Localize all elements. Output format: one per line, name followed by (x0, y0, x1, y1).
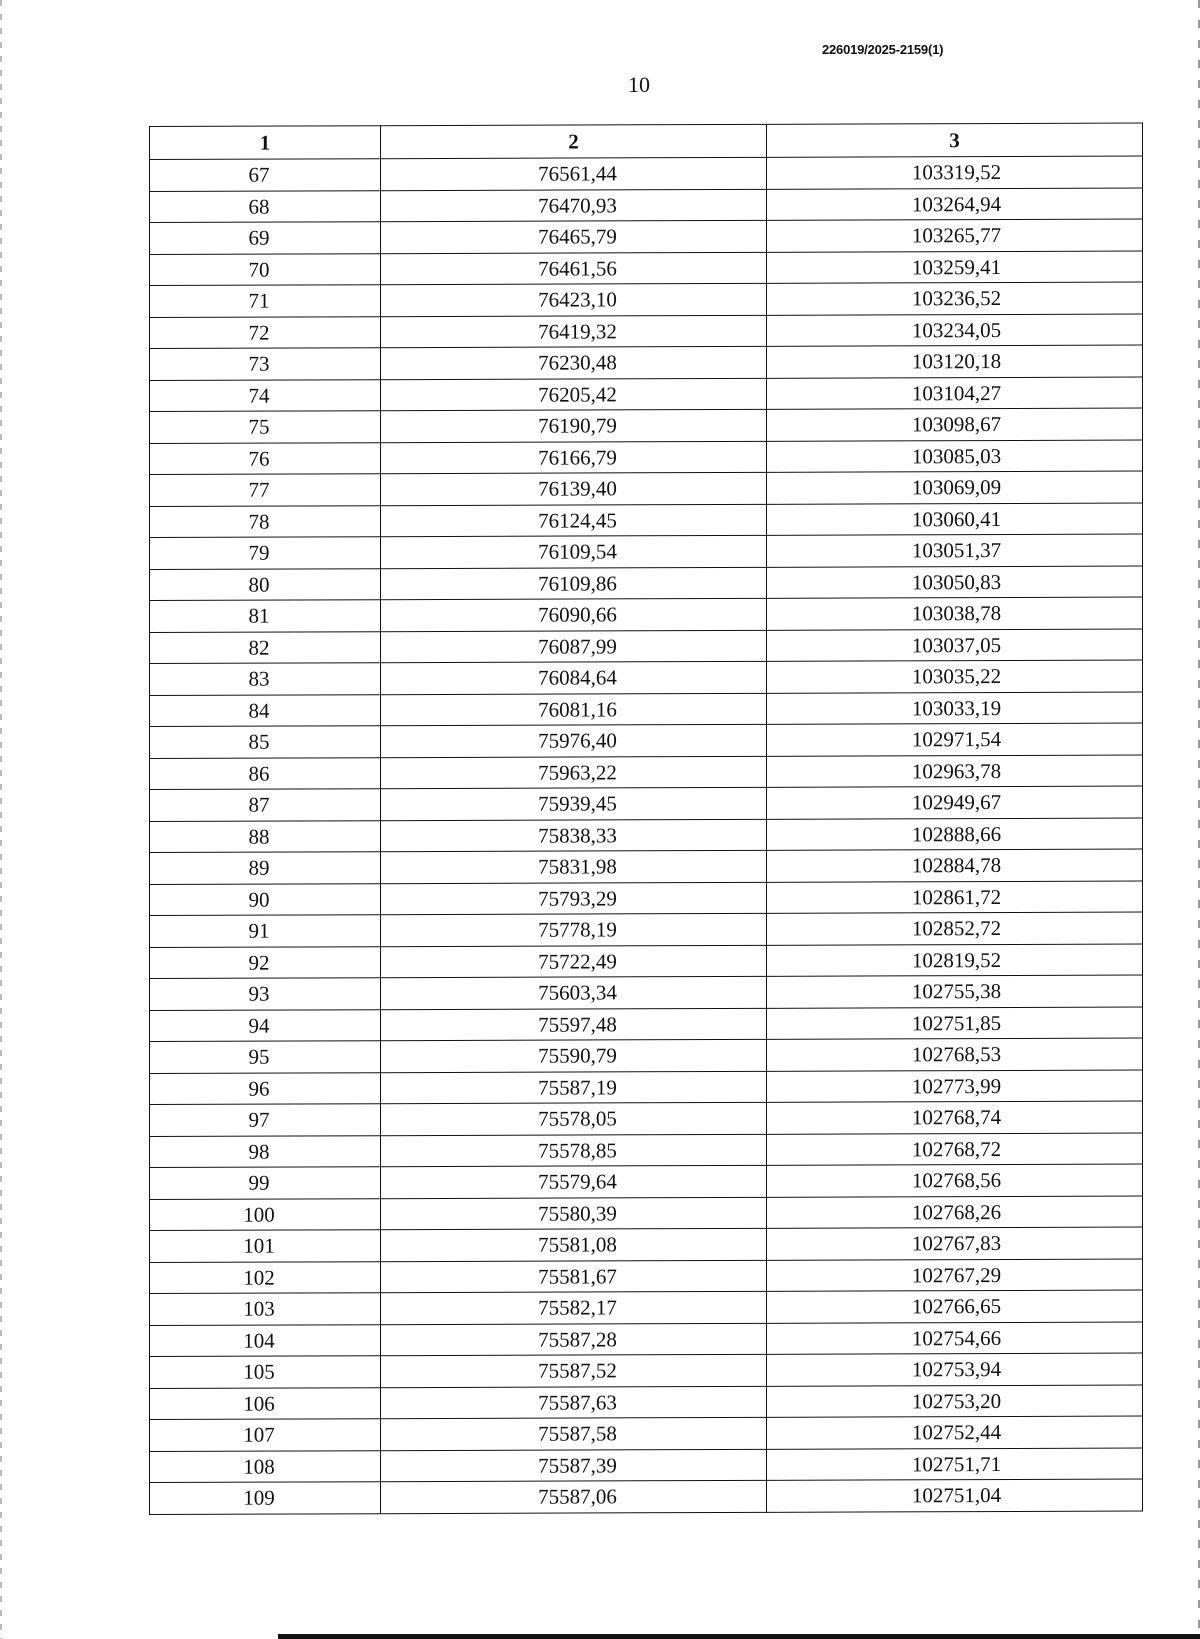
coordinate-x-cell: 76081,16 (381, 693, 767, 726)
coordinate-y-cell: 102888,66 (767, 818, 1143, 851)
coordinate-y-cell: 102852,72 (767, 912, 1143, 945)
point-number-cell: 95 (150, 1041, 381, 1073)
coordinate-y-cell: 103069,09 (767, 471, 1143, 504)
coordinate-x-cell: 76090,66 (381, 598, 767, 631)
coordinate-x-cell: 75722,49 (381, 945, 767, 978)
table-row (150, 849, 1143, 884)
point-number-cell: 100 (150, 1198, 381, 1230)
coordinate-y-cell: 102768,26 (767, 1196, 1143, 1229)
coordinate-y-cell: 102963,78 (767, 755, 1143, 788)
point-number-cell: 107 (150, 1419, 381, 1451)
coordinate-y-cell: 103033,19 (767, 692, 1143, 725)
coordinate-y-cell: 102751,85 (767, 1007, 1143, 1040)
coordinate-y-cell: 102751,04 (767, 1479, 1143, 1512)
page-number: 10 (628, 72, 650, 97)
point-number-cell: 104 (150, 1324, 381, 1356)
table-row (150, 1101, 1143, 1136)
coordinate-x-cell: 76465,79 (381, 220, 767, 253)
table-row (150, 1416, 1143, 1451)
point-number-cell: 101 (150, 1230, 381, 1262)
coordinates-table-container (149, 123, 1142, 1515)
table-row (150, 629, 1143, 664)
coordinate-y-cell: 102884,78 (767, 849, 1143, 882)
table-header-row (150, 123, 1143, 159)
coordinate-y-cell: 102767,29 (767, 1259, 1143, 1292)
table-body (150, 156, 1143, 1514)
table-row (150, 534, 1143, 569)
coordinate-x-cell: 75581,67 (381, 1260, 767, 1293)
coordinate-x-cell: 75587,06 (381, 1480, 767, 1513)
point-number-cell: 72 (150, 316, 381, 348)
point-number-cell: 106 (150, 1387, 381, 1419)
coordinate-x-cell: 76084,64 (381, 661, 767, 694)
table-row (150, 660, 1143, 695)
table-row (150, 440, 1143, 475)
coordinate-x-cell: 76461,56 (381, 252, 767, 285)
point-number-cell: 98 (150, 1135, 381, 1167)
table-row (150, 786, 1143, 821)
point-number-cell: 78 (150, 505, 381, 537)
point-number-cell: 89 (150, 852, 381, 884)
coordinate-x-cell: 75590,79 (381, 1039, 767, 1072)
coordinate-y-cell: 103264,94 (767, 188, 1143, 221)
table-row (150, 1038, 1143, 1073)
coordinate-y-cell: 103035,22 (767, 660, 1143, 693)
table-row (150, 377, 1143, 412)
point-number-cell: 84 (150, 694, 381, 726)
table-row (150, 597, 1143, 632)
point-number-cell: 75 (150, 411, 381, 443)
coordinates-table (149, 123, 1143, 1515)
table-row (150, 408, 1143, 443)
table-row (150, 1479, 1143, 1514)
coordinate-x-cell: 76423,10 (381, 283, 767, 316)
coordinate-y-cell: 102861,72 (767, 881, 1143, 914)
table-row (150, 1196, 1143, 1231)
coordinate-x-cell: 75582,17 (381, 1291, 767, 1324)
coordinate-y-cell: 103085,03 (767, 440, 1143, 473)
table-row (150, 1353, 1143, 1388)
coordinate-x-cell: 75793,29 (381, 882, 767, 915)
table-row (150, 944, 1143, 979)
coordinate-y-cell: 102768,53 (767, 1038, 1143, 1071)
table-row (150, 755, 1143, 790)
point-number-cell: 91 (150, 915, 381, 947)
coordinate-y-cell: 102766,65 (767, 1290, 1143, 1323)
table-row (150, 1164, 1143, 1199)
point-number-cell: 74 (150, 379, 381, 411)
coordinate-x-cell: 75587,28 (381, 1323, 767, 1356)
table-row (150, 314, 1143, 349)
point-number-cell: 67 (150, 159, 381, 191)
table-row (150, 1290, 1143, 1325)
table-row (150, 1448, 1143, 1483)
point-number-cell: 96 (150, 1072, 381, 1104)
table-row (150, 975, 1143, 1010)
column-header-3: 3 (767, 123, 1143, 157)
coordinate-x-cell: 75838,33 (381, 819, 767, 852)
table-row (150, 912, 1143, 947)
table-row (150, 1227, 1143, 1262)
point-number-cell: 71 (150, 285, 381, 317)
point-number-cell: 103 (150, 1293, 381, 1325)
point-number-cell: 109 (150, 1482, 381, 1514)
point-number-cell: 80 (150, 568, 381, 600)
table-row (150, 692, 1143, 727)
coordinate-x-cell: 75587,19 (381, 1071, 767, 1104)
coordinate-x-cell: 75578,05 (381, 1102, 767, 1135)
coordinate-y-cell: 102773,99 (767, 1070, 1143, 1103)
coordinate-y-cell: 103060,41 (767, 503, 1143, 536)
coordinate-x-cell: 76561,44 (381, 157, 767, 190)
column-header-1: 1 (150, 126, 381, 160)
document-code: 226019/2025-2159(1) (822, 42, 944, 57)
coordinate-y-cell: 102949,67 (767, 786, 1143, 819)
point-number-cell: 93 (150, 978, 381, 1010)
coordinate-x-cell: 76190,79 (381, 409, 767, 442)
table-row (150, 471, 1143, 506)
point-number-cell: 85 (150, 726, 381, 758)
coordinate-y-cell: 102768,56 (767, 1164, 1143, 1197)
table-row (150, 188, 1143, 223)
coordinate-y-cell: 102768,74 (767, 1101, 1143, 1134)
point-number-cell: 83 (150, 663, 381, 695)
scan-bottom-edge (278, 1634, 1200, 1639)
coordinate-y-cell: 103051,37 (767, 534, 1143, 567)
scan-left-edge (0, 0, 2, 1639)
coordinate-x-cell: 75587,58 (381, 1417, 767, 1450)
point-number-cell: 102 (150, 1261, 381, 1293)
table-row (150, 818, 1143, 853)
point-number-cell: 87 (150, 789, 381, 821)
point-number-cell: 92 (150, 946, 381, 978)
table-row (150, 503, 1143, 538)
coordinate-x-cell: 75587,52 (381, 1354, 767, 1387)
coordinate-x-cell: 75579,64 (381, 1165, 767, 1198)
table-row (150, 566, 1143, 601)
coordinate-y-cell: 102971,54 (767, 723, 1143, 756)
coordinate-x-cell: 75939,45 (381, 787, 767, 820)
table-row (150, 1133, 1143, 1168)
point-number-cell: 94 (150, 1009, 381, 1041)
point-number-cell: 90 (150, 883, 381, 915)
coordinate-x-cell: 76166,79 (381, 441, 767, 474)
point-number-cell: 105 (150, 1356, 381, 1388)
coordinate-x-cell: 75778,19 (381, 913, 767, 946)
point-number-cell: 69 (150, 222, 381, 254)
table-row (150, 1007, 1143, 1042)
column-header-2: 2 (381, 124, 767, 158)
point-number-cell: 82 (150, 631, 381, 663)
point-number-cell: 79 (150, 537, 381, 569)
coordinate-y-cell: 102768,72 (767, 1133, 1143, 1166)
coordinate-y-cell: 103259,41 (767, 251, 1143, 284)
coordinate-x-cell: 76139,40 (381, 472, 767, 505)
table-row (150, 881, 1143, 916)
coordinate-x-cell: 76205,42 (381, 378, 767, 411)
point-number-cell: 76 (150, 442, 381, 474)
table-row (150, 219, 1143, 254)
coordinate-x-cell: 76087,99 (381, 630, 767, 663)
point-number-cell: 68 (150, 190, 381, 222)
coordinate-y-cell: 103120,18 (767, 345, 1143, 378)
coordinate-y-cell: 102751,71 (767, 1448, 1143, 1481)
coordinate-y-cell: 103037,05 (767, 629, 1143, 662)
coordinate-x-cell: 76230,48 (381, 346, 767, 379)
point-number-cell: 86 (150, 757, 381, 789)
coordinate-x-cell: 76124,45 (381, 504, 767, 537)
coordinate-x-cell: 75976,40 (381, 724, 767, 757)
coordinate-y-cell: 102767,83 (767, 1227, 1143, 1260)
coordinate-y-cell: 102755,38 (767, 975, 1143, 1008)
coordinate-x-cell: 76419,32 (381, 315, 767, 348)
table-row (150, 156, 1143, 191)
coordinate-x-cell: 75603,34 (381, 976, 767, 1009)
table-row (150, 345, 1143, 380)
coordinate-x-cell: 75578,85 (381, 1134, 767, 1167)
table-row (150, 282, 1143, 317)
coordinate-x-cell: 75581,08 (381, 1228, 767, 1261)
point-number-cell: 81 (150, 600, 381, 632)
point-number-cell: 70 (150, 253, 381, 285)
coordinate-y-cell: 102753,20 (767, 1385, 1143, 1418)
coordinate-y-cell: 102754,66 (767, 1322, 1143, 1355)
point-number-cell: 73 (150, 348, 381, 380)
coordinate-x-cell: 75963,22 (381, 756, 767, 789)
table-row (150, 1070, 1143, 1105)
coordinate-y-cell: 102753,94 (767, 1353, 1143, 1386)
coordinate-y-cell: 103234,05 (767, 314, 1143, 347)
coordinate-x-cell: 76470,93 (381, 189, 767, 222)
table-row (150, 251, 1143, 286)
coordinate-y-cell: 103104,27 (767, 377, 1143, 410)
coordinate-x-cell: 76109,54 (381, 535, 767, 568)
coordinate-x-cell: 76109,86 (381, 567, 767, 600)
coordinate-x-cell: 75587,63 (381, 1386, 767, 1419)
coordinate-x-cell: 75580,39 (381, 1197, 767, 1230)
coordinate-y-cell: 103319,52 (767, 156, 1143, 189)
coordinate-y-cell: 102819,52 (767, 944, 1143, 977)
coordinate-y-cell: 103098,67 (767, 408, 1143, 441)
point-number-cell: 99 (150, 1167, 381, 1199)
point-number-cell: 108 (150, 1450, 381, 1482)
point-number-cell: 77 (150, 474, 381, 506)
coordinate-y-cell: 103050,83 (767, 566, 1143, 599)
table-row (150, 1322, 1143, 1357)
coordinate-x-cell: 75597,48 (381, 1008, 767, 1041)
coordinate-x-cell: 75587,39 (381, 1449, 767, 1482)
coordinate-y-cell: 103038,78 (767, 597, 1143, 630)
table-row (150, 723, 1143, 758)
coordinate-y-cell: 102752,44 (767, 1416, 1143, 1449)
table-row (150, 1259, 1143, 1294)
point-number-cell: 97 (150, 1104, 381, 1136)
table-row (150, 1385, 1143, 1420)
coordinate-y-cell: 103236,52 (767, 282, 1143, 315)
coordinate-x-cell: 75831,98 (381, 850, 767, 883)
coordinate-y-cell: 103265,77 (767, 219, 1143, 252)
point-number-cell: 88 (150, 820, 381, 852)
